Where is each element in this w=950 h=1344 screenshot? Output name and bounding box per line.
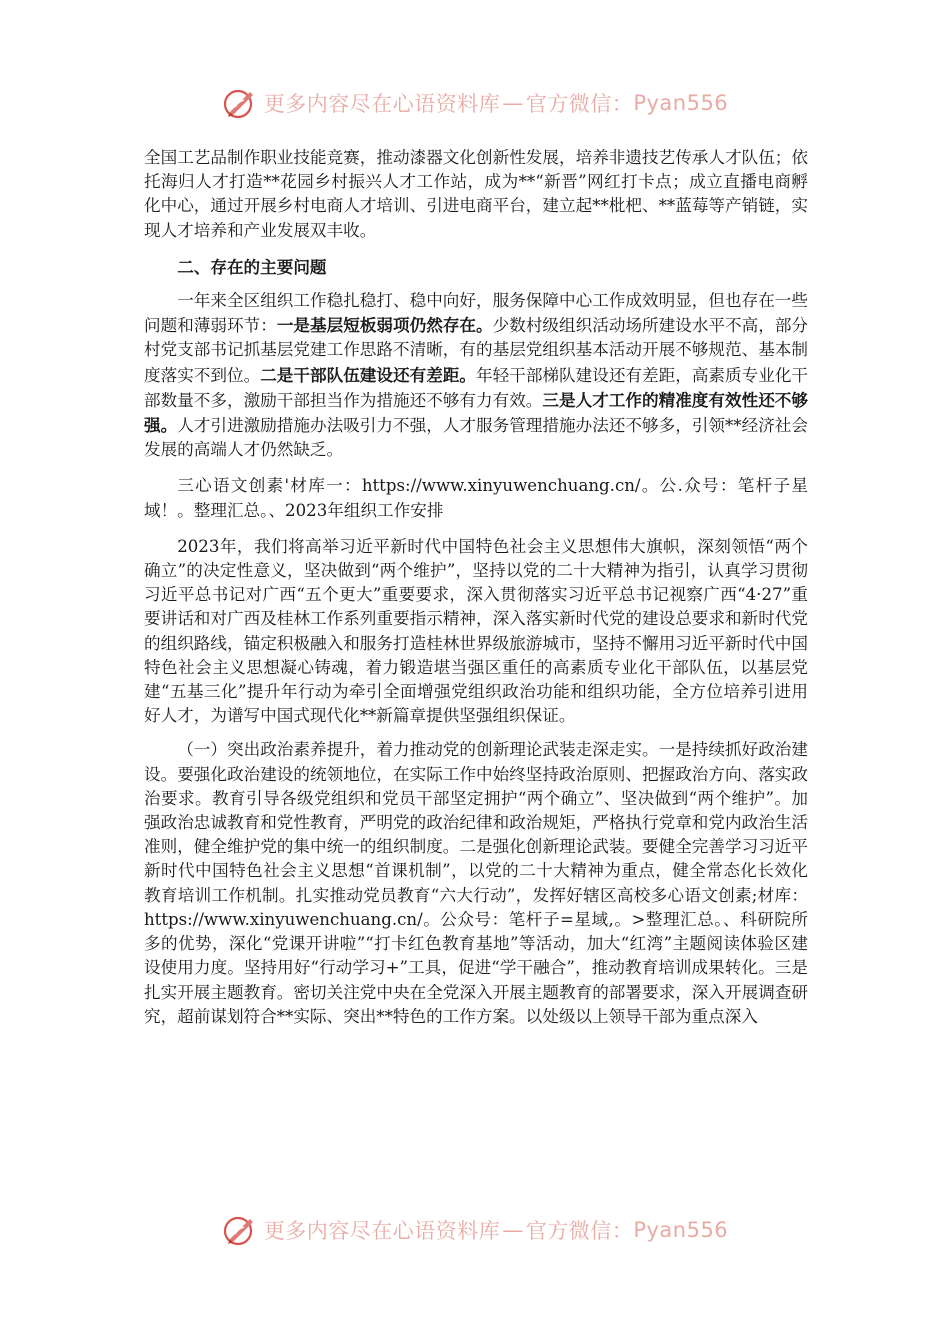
header-banner [0, 86, 950, 120]
political-quality-part1: （一）突出政治素养提升，着力推动党的创新理论武装走深走实。一是持续抓好政治建设。要强化政治建设的统领地位，在实际工作中始终坚持政治原则、把握政治方向、落实政治要求。教育引导各级党组织和党员干部坚定拥护“两个确立”、坚决做到“两个维护”。加强政治忠诚教育和党性教育，严明党的政治纪律和政治规矩，严格执行党章和党内政治生活准则，健全维护党的集中统一的组织制度。二是强化创新理论武装。要健全完善学习习近平新时代中国特色社会主义思想“首课机制”，以党的二十大精神为重点，健全常态化长效化教育培训工作机制。扎实推动党员教育“六大行动”，发挥好辖区高校多心语文创素;材库：https://www.xinyuwenchuang.cn/。公众号：笔杆子=星域,。 [144, 740, 808, 929]
paragraph-source-note: 三心语文创素'材库一：https://www.xinyuwenchuang.cn/。公.众号：笔杆子星域！。整理汇总。、2023年组织工作安排 [144, 476, 808, 520]
problem-1-title: 一是基层短板弱项仍然存在。 [276, 315, 493, 336]
problem-3-title: 三是人才工作的精准度有效性还不够强。 [144, 389, 809, 436]
problem-1-text: 少数村级组织活动场所建设水平不高，部分村党支部书记抓基层党建工作思路不清晰，有的基层党组织基本活动开展不够规范、基本制度落实不到位。 [144, 316, 809, 385]
banner-dash: — [502, 1218, 524, 1242]
banner-wechat-id: Pyan556 [633, 1218, 729, 1242]
footer-banner [0, 1213, 950, 1247]
political-quality-part2: >整理汇总。、科研院所多的优势，深化“党课开讲啦”“打卡红色教育基地”等活动，加大“红湾”主题阅读体验区建设使用力度。坚持用好“行动学习+”工具，促进“学干融合”，推动教育培训成果转化。三是扎实开展主题教育。密切关注党中央在全党深入开展主题教育的部署要求，深入开展调查研究，超前谋划符合**实际、突出**特色的工作方案。以处级以上领导干部为重点深入 [144, 909, 808, 1026]
banner-wechat-id: Pyan556 [633, 91, 729, 115]
paragraph-political-quality [144, 738, 808, 1028]
problem-2-text: 年轻干部梯队建设还有差距，高素质专业化干部数量不多，激励干部担当作为措施还不够有力有效。 [144, 365, 809, 410]
pen-logo-icon [222, 86, 258, 120]
paragraph-intro: 全国工艺品制作职业技能竞赛，推动漆器文化创新性发展，培养非遗技艺传承人才队伍；依托海归人才打造**花园乡村振兴人才工作站，成为**“新晋”网红打卡点；成立直播电商孵化中心，通过开展乡村电商人才培训、引进电商平台，建立起**枇杷、**蓝莓等产销链，实现人才培养和产业发展双丰收。 [144, 148, 808, 240]
problem-2-title: 二是干部队伍建设还有差距。 [260, 364, 477, 385]
paragraph-2023-plan: 2023年，我们将高举习近平新时代中国特色社会主义思想伟大旗帜，深刻领悟“两个确立”的决定性意义，坚决做到“两个维护”，坚持以党的二十大精神为指引，认真学习贯彻习近平总书记对广西“五个更大”重要要求，深入贯彻落实习近平总书记视察广西“4·27”重要讲话和对广西及桂林工作系列重要指示精神，深入落实新时代党的建设总要求和新时代党的组织路线，锚定积极融入和服务打造桂林世界级旅游城市，坚持不懈用习近平新时代中国特色社会主义思想凝心铸魂，着力锻造堪当强区重任的高素质专业化干部队伍，以基层党建“五基三化”提升年行动为牵引全面增强党组织政治功能和组织功能，全方位培养引进用好人才，为谱写中国式现代化**新篇章提供坚强组织保证。 [144, 536, 808, 726]
pen-logo-icon [222, 1213, 258, 1247]
paragraph-problems [144, 289, 808, 462]
banner-site-name: 更多内容尽在心语资料库 [263, 92, 501, 116]
document-body [144, 146, 808, 1029]
banner-dash: — [502, 91, 524, 115]
problems-intro: 一年来全区组织工作稳扎稳打、稳中向好，服务保障中心工作成效明显，但也存在一些问题和薄弱环节： [144, 291, 808, 336]
problem-3-text: 人才引进激励措施办法吸引力不强，人才服务管理措施办法还不够多，引领**经济社会发展的高端人才仍然缺乏。 [144, 416, 809, 460]
banner-site-name: 更多内容尽在心语资料库 [263, 1219, 501, 1243]
banner-wechat-label: 官方微信： [525, 92, 634, 116]
section-heading-problems: 二、存在的主要问题 [177, 256, 327, 277]
banner-wechat-label: 官方微信： [525, 1219, 634, 1243]
